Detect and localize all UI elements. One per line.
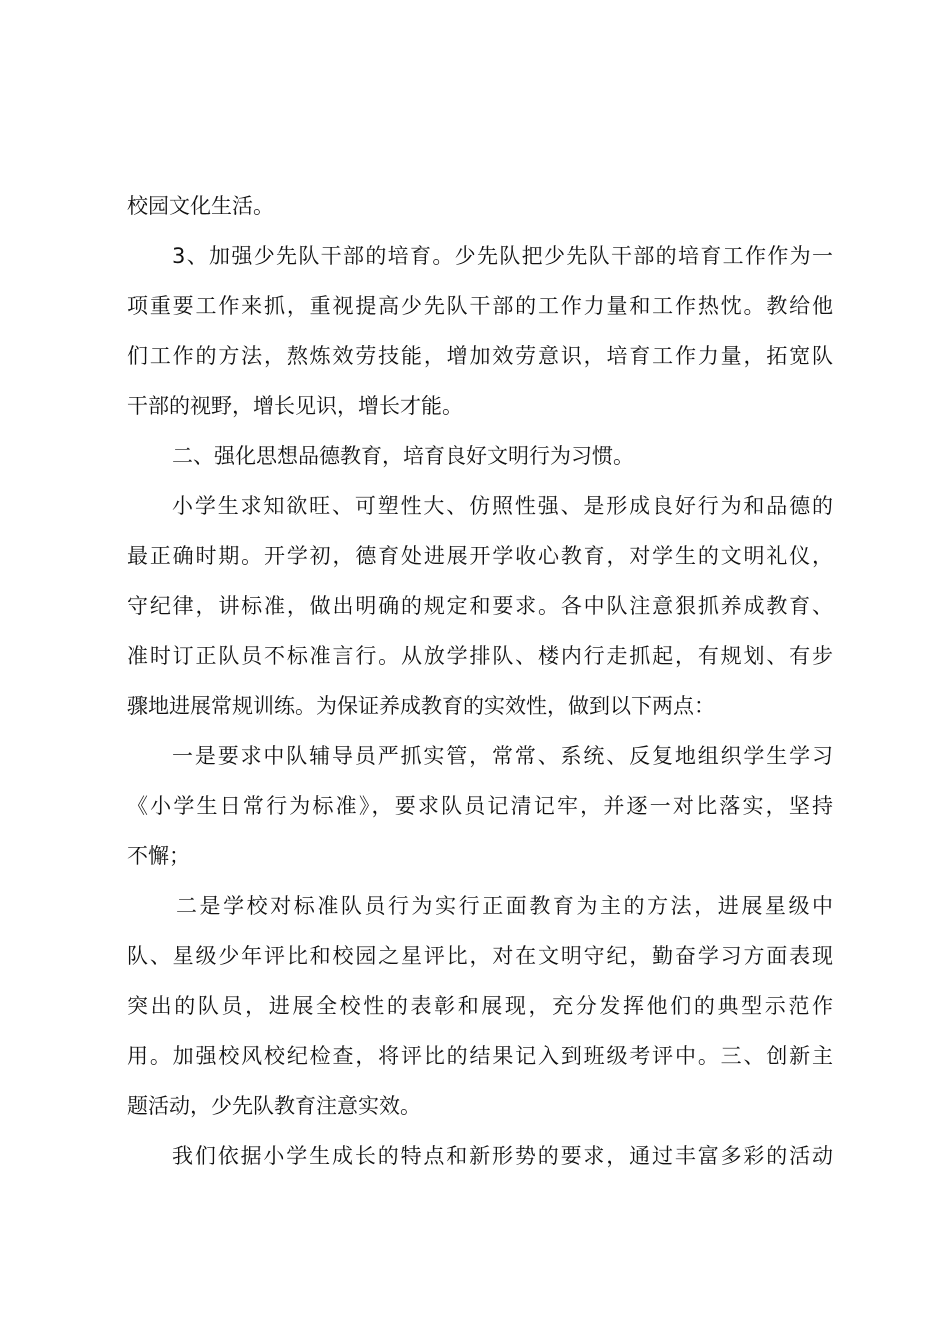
- text-line: 骤地进展常规训练。为保证养成教育的实效性，做到以下两点：: [127, 694, 715, 718]
- section-heading: 二、强化思想品德教育，培育良好文明行为习惯。: [172, 444, 634, 468]
- text-line: 题活动，少先队教育注意实效。: [127, 1094, 421, 1118]
- text-line: 3、加强少先队干部的培育。少先队把少先队干部的培育工作作为一: [172, 244, 833, 268]
- text-line: 二是学校对标准队员行为实行正面教育为主的方法，进展星级中: [176, 894, 833, 918]
- text-line: 最正确时期。开学初，德育处进展开学收心教育，对学生的文明礼仪，: [127, 544, 833, 568]
- text-line: 准时订正队员不标准言行。从放学排队、楼内行走抓起，有规划、有步: [127, 644, 833, 668]
- text-line: 《小学生日常行为标准》，要求队员记清记牢，并逐一对比落实，坚持: [127, 794, 833, 818]
- text-line: 项重要工作来抓，重视提高少先队干部的工作力量和工作热忱。教给他: [127, 294, 833, 318]
- text-line: 小学生求知欲旺、可塑性大、仿照性强、是形成良好行为和品德的: [172, 494, 833, 518]
- text-line: 用。加强校风校纪检查，将评比的结果记入到班级考评中。三、创新主: [127, 1044, 833, 1068]
- text-line: 守纪律，讲标准，做出明确的规定和要求。各中队注意狠抓养成教育、: [127, 594, 833, 618]
- text-line: 我们依据小学生成长的特点和新形势的要求，通过丰富多彩的活动: [172, 1144, 833, 1168]
- text-line: 一是要求中队辅导员严抓实管，常常、系统、反复地组织学生学习: [172, 744, 833, 768]
- text-line: 队、星级少年评比和校园之星评比，对在文明守纪，勤奋学习方面表现: [127, 944, 833, 968]
- text-line: 干部的视野，增长见识，增长才能。: [127, 394, 463, 418]
- text-line: 校园文化生活。: [127, 194, 274, 218]
- text-line: 不懈；: [127, 844, 190, 868]
- text-line: 们工作的方法，熬炼效劳技能，增加效劳意识，培育工作力量，拓宽队: [127, 344, 833, 368]
- text-line: 突出的队员，进展全校性的表彰和展现，充分发挥他们的典型示范作: [127, 994, 833, 1018]
